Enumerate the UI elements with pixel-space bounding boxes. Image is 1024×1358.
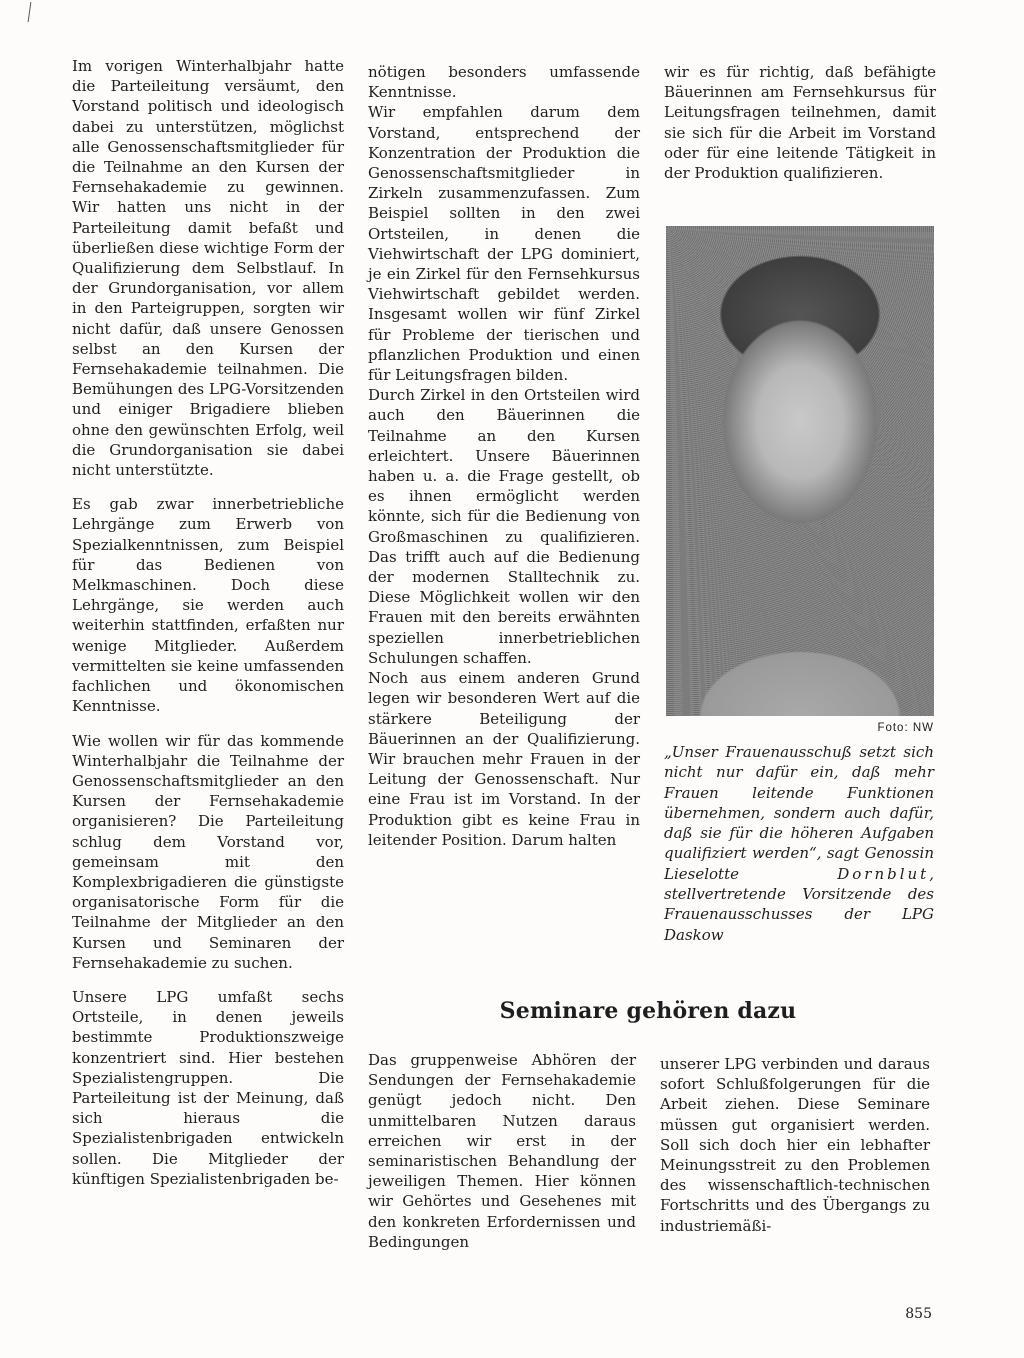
caption-text: , stellvertretende Vorsitzende des Frauenausschusses der LPG Daskow <box>664 864 934 944</box>
caption-surname: Dornblut <box>837 864 930 883</box>
paragraph: nötigen besonders umfassende Kenntnisse. <box>368 63 640 102</box>
text-column-2 <box>368 62 640 850</box>
paragraph: wir es für richtig, daß befähigte Bäuerinnen am Fernsehkursus für Leitungsfragen teilnehmen, damit sie sich für die Arbeit im Vorstand oder für eine leitende Tätigkeit in der Produktion qualifizieren. <box>664 63 936 183</box>
paragraph: Das gruppenweise Abhören der Sendungen der Fernsehakademie genügt jedoch nicht. Den unmittelbaren Nutzen daraus erreichen wir erst in der seminaristischen Behandlung der jeweiligen Themen. Hier können wir Gehörtes und Gesehenes mit den konkreten Erfordernissen und Bedingungen <box>368 1051 636 1251</box>
paragraph: Im vorigen Winterhalbjahr hatte die Parteileitung versäumt, den Vorstand politisch und ideologisch dabei zu unterstützen, möglichst alle Genossenschaftsmitglieder für die Teilnahme an den Kursen der Fernsehakademie zu gewinnen. Wir hatten uns nicht in der Parteileitung damit befaßt und überließen diese wichtige Form der Qualifizierung dem Selbstlauf. In der Grundorganisation, vor allem in den Parteigruppen, sorgten wir nicht dafür, daß unsere Genossen selbst an den Kursen der Fernsehakademie teilnahmen. Die Bemühungen des LPG-Vorsitzenden und einiger Brigadiere blieben ohne den gewünschten Erfolg, weil die Grundorganisation sie dabei nicht unterstützte. <box>72 57 344 480</box>
page-number: 855 <box>905 1306 932 1322</box>
text-column-4 <box>368 1050 636 1252</box>
paragraph: unserer LPG verbinden und daraus sofort Schlußfolgerungen für die Arbeit ziehen. Diese Seminare müssen gut organisiert werden. Soll sich doch hier ein lebhafter Meinungsstreit zu den Problemen des wissenschaftlich-technischen Fortschritts und des Übergangs zu industriemäßi- <box>660 1055 930 1235</box>
caption-text: „Unser Frauenausschuß setzt sich nicht nur dafür ein, daß mehr Frauen leitende Funktionen übernehmen, sondern auch dafür, daß sie für die höheren Aufgaben qualifiziert werden“, sagt Genossin Lieselotte <box>664 743 934 883</box>
paragraph: Wie wollen wir für das kommende Winterhalbjahr die Teilnahme der Genossenschaftsmitglieder an den Kursen der Fernsehakademie organisieren? Die Parteileitung schlug dem Vorstand vor, gemeinsam mit den Komplexbrigadieren die günstigste organisatorische Form für die Teilnahme der Mitglieder an den Kursen und Seminaren der Fernsehakademie zu suchen. <box>72 731 344 972</box>
text-column-1 <box>72 56 344 1189</box>
text-column-3 <box>664 62 936 183</box>
paragraph: Wir empfahlen darum dem Vorstand, entsprechend der Konzentration der Produktion die Genossenschaftsmitglieder in Zirkeln zusammenzufassen. Zum Beispiel sollten in den zwei Ortsteilen, in denen die Viehwirtschaft der LPG dominiert, je ein Zirkel für den Fernsehkursus Viehwirtschaft gebildet werden. Insgesamt wollen wir fünf Zirkel für Probleme der tierischen und pflanzlichen Produktion und einen für Leitungsfragen bilden. <box>368 103 640 385</box>
margin-mark <box>28 2 32 22</box>
paragraph: Unsere LPG umfaßt sechs Ortsteile, in denen jeweils bestimmte Produktionszweige konzentriert sind. Hier bestehen Spezialistengruppen. Die Parteileitung ist der Meinung, daß sich hieraus die Spezialistenbrigaden entwickeln sollen. Die Mitglieder der künftigen Spezialistenbrigaden be- <box>72 987 344 1188</box>
photo-credit: Foto: NW <box>877 722 934 734</box>
paragraph: Es gab zwar innerbetriebliche Lehrgänge zum Erwerb von Spezialkenntnissen, zum Beispiel für das Bedienen von Melkmaschinen. Doch diese Lehrgänge, sie werden auch weiterhin stattfinden, erfaßten nur wenige Mitglieder. Außerdem vermittelten sie keine umfassenden fachlichen und ökonomischen Kenntnisse. <box>72 495 344 716</box>
text-column-5 <box>660 1054 930 1236</box>
photo-caption <box>664 742 934 945</box>
section-heading: Seminare gehören dazu <box>499 998 797 1024</box>
paragraph: Noch aus einem anderen Grund legen wir besonderen Wert auf die stärkere Beteiligung der Bäuerinnen an der Qualifizierung. Wir brauchen mehr Frauen in der Leitung der Genossenschaft. Nur eine Frau ist im Vorstand. In der Produktion gibt es keine Frau in leitender Position. Darum halten <box>368 669 640 849</box>
paragraph: Durch Zirkel in den Ortsteilen wird auch den Bäuerinnen die Teilnahme an den Kursen erleichtert. Unsere Bäuerinnen haben u. a. die Frage gestellt, ob es ihnen ermöglicht werden könnte, sich für die Bedienung von Großmaschinen zu qualifizieren. Das trifft auch auf die Bedienung der modernen Stalltechnik zu. Diese Möglichkeit wollen wir den Frauen mit den bereits erwähnten speziellen innerbetrieblichen Schulungen schaffen. <box>368 386 640 667</box>
portrait-photo <box>666 226 934 716</box>
